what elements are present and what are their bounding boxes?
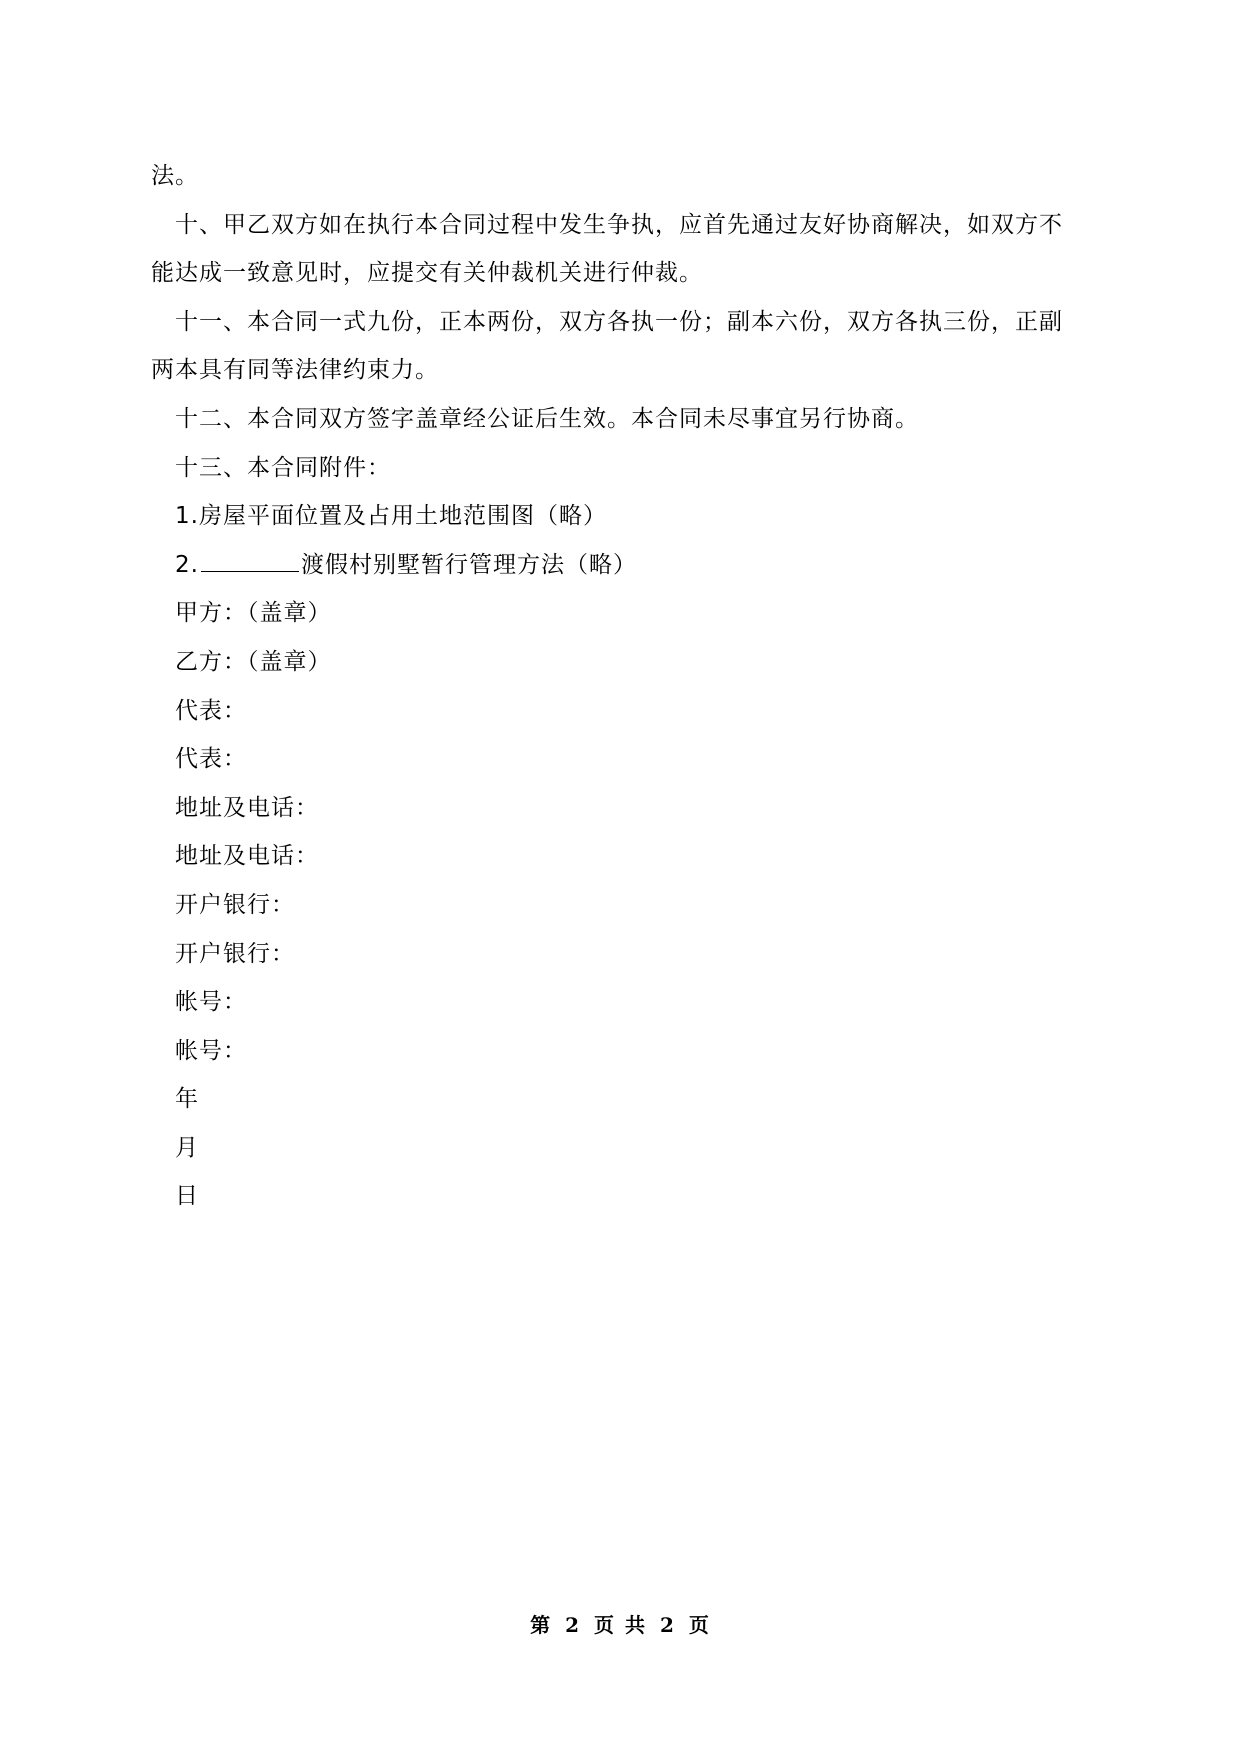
party-b-representative: 代表：: [175, 746, 247, 773]
attachment-2-text: 渡假村别墅暂行管理方法（略）: [300, 551, 637, 578]
document-body: [151, 152, 1090, 1221]
party-b-seal: 乙方：（盖章）: [175, 648, 332, 675]
paragraph-line: 法。: [151, 163, 199, 189]
date-month: 月: [175, 1134, 199, 1161]
footer-total-pages: 2: [659, 1613, 676, 1637]
clause-10-line-1: 十、甲乙双方如在执行本合同过程中发生争执，应首先通过友好协商解决，如双方不: [175, 211, 1063, 238]
clause-12: 十二、本合同双方签字盖章经公证后生效。本合同未尽事宜另行协商。: [175, 405, 919, 432]
date-year: 年: [175, 1086, 199, 1113]
clause-13: 十三、本合同附件：: [175, 454, 391, 481]
clause-11-line-2: 两本具有同等法律约束力。: [151, 357, 439, 384]
fill-in-blank: [201, 553, 299, 572]
party-a-seal: 甲方：（盖章）: [175, 600, 332, 627]
attachment-2: [151, 541, 1090, 590]
attachment-2-number: 2.: [175, 551, 199, 578]
party-a-address-phone: 地址及电话：: [175, 794, 319, 821]
party-b-account: 帐号：: [175, 1037, 247, 1064]
attachment-1: 1.房屋平面位置及占用土地范围图（略）: [175, 503, 607, 530]
party-a-bank: 开户银行：: [175, 891, 295, 918]
party-b-bank: 开户银行：: [175, 940, 295, 967]
clause-10-line-2: 能达成一致意见时，应提交有关仲裁机关进行仲裁。: [151, 260, 703, 287]
footer-mid: 页 共: [594, 1613, 647, 1637]
footer-prefix: 第: [530, 1613, 553, 1637]
party-a-representative: 代表：: [175, 697, 247, 724]
page-footer: [0, 1609, 1241, 1638]
clause-11-line-1: 十一、本合同一式九份，正本两份，双方各执一份；副本六份，双方各执三份，正副: [175, 308, 1063, 335]
party-a-account: 帐号：: [175, 989, 247, 1016]
party-b-address-phone: 地址及电话：: [175, 843, 319, 870]
footer-suffix: 页: [688, 1613, 711, 1637]
date-day: 日: [175, 1183, 199, 1210]
footer-current-page: 2: [565, 1613, 582, 1637]
